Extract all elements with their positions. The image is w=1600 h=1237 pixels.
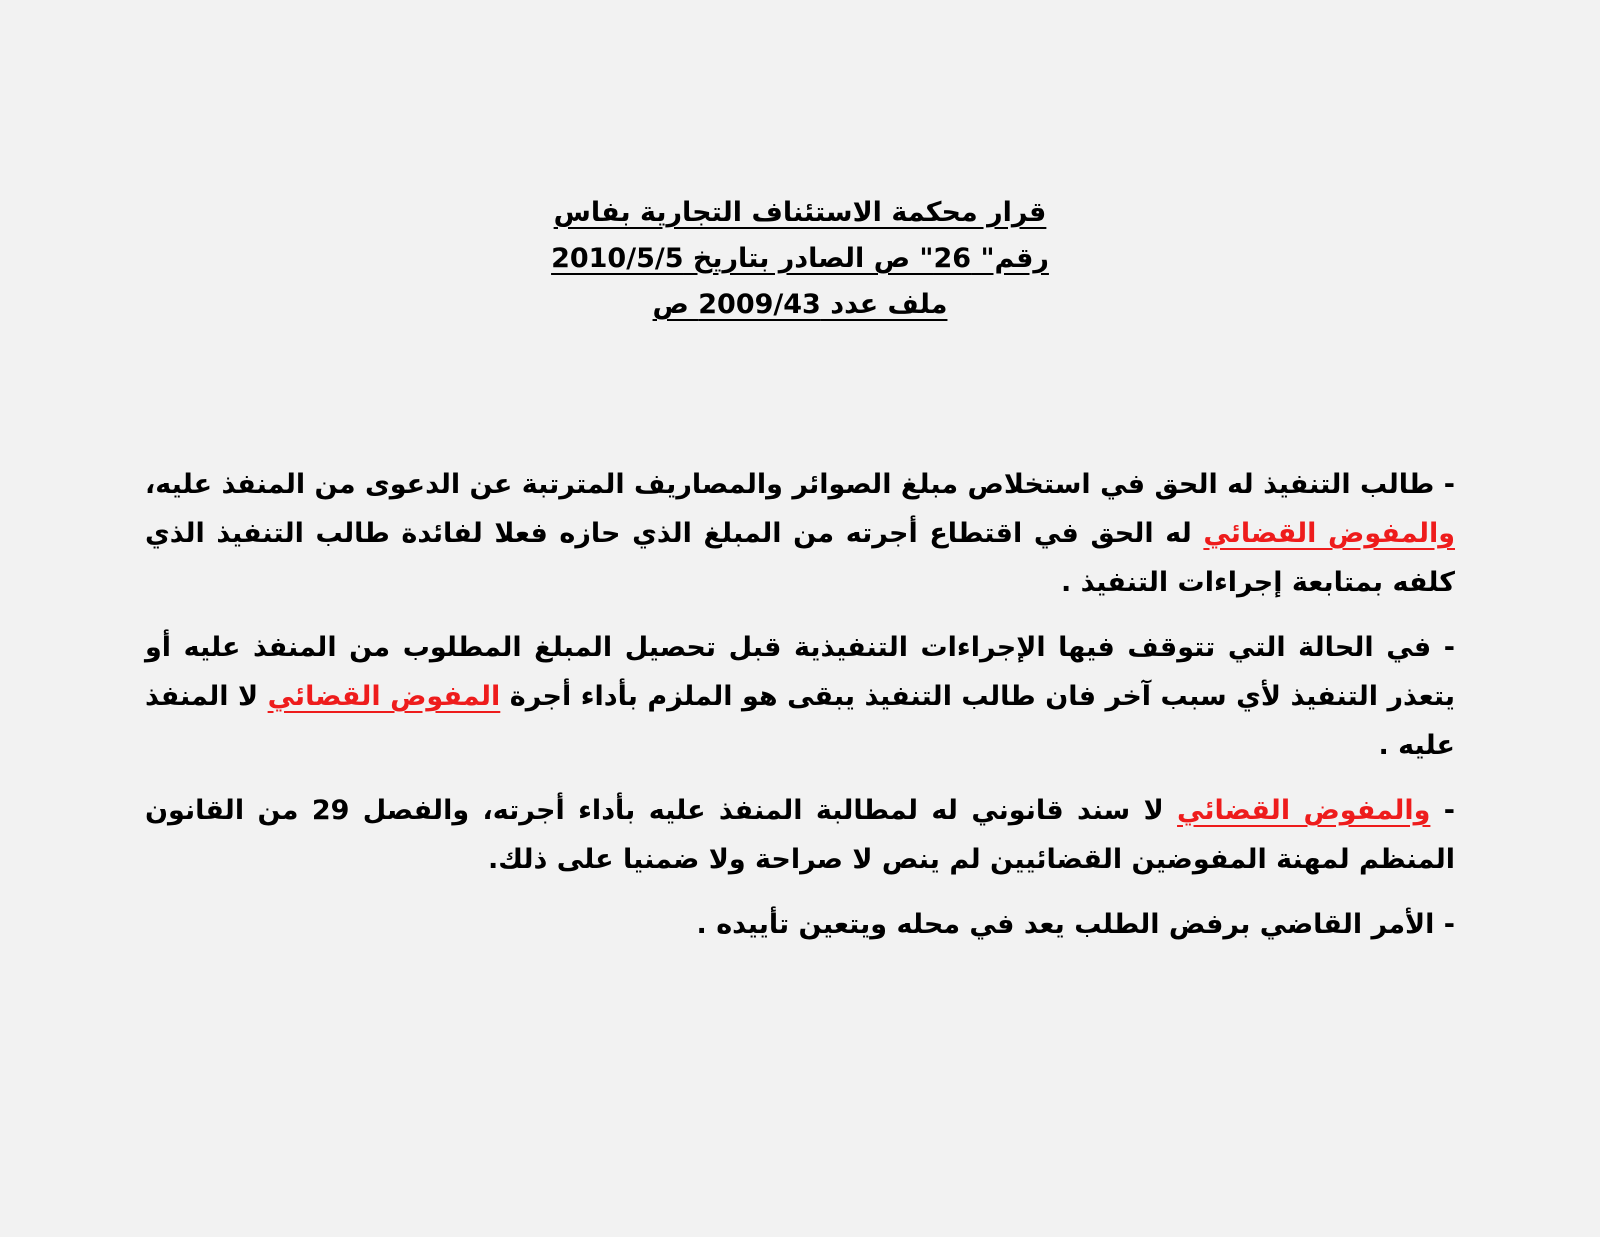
file-number: ملف عدد 2009/43 ص	[652, 289, 948, 320]
decision-number-date: رقم" 26" ص الصادر بتاريخ 2010/5/5	[551, 243, 1049, 274]
paragraph-text: - الأمر القاضي برفض الطلب يعد في محله ويتعين تأييده .	[696, 909, 1455, 940]
decision-header	[400, 190, 1200, 328]
header-number-line	[400, 236, 1200, 282]
highlighted-term: والمفوض القضائي	[1203, 518, 1455, 549]
paragraph-text: -	[1430, 795, 1455, 826]
summary-paragraph-3	[145, 786, 1455, 884]
paragraph-text: - في الحالة التي تتوقف فيها الإجراءات التنفيذية قبل تحصيل المبلغ المطلوب من المنفذ عليه أو يتعذر التنفيذ لأي سبب آخر فان طالب التنفيذ يبقى هو الملزم بأداء أجرة	[145, 632, 1455, 712]
summary-paragraph-4	[145, 900, 1455, 949]
header-file-line	[400, 282, 1200, 328]
summary-paragraph-1	[145, 460, 1455, 607]
paragraph-text: لا سند قانوني له لمطالبة المنفذ عليه بأداء أجرته، والفصل 29 من القانون المنظم لمهنة المفوضين القضائيين لم ينص لا صراحة ولا ضمنيا على ذلك.	[145, 795, 1455, 875]
header-title-line	[400, 190, 1200, 236]
highlighted-term: المفوض القضائي	[267, 681, 501, 712]
court-name: قرار محكمة الاستئناف التجارية بفاس	[553, 197, 1047, 228]
paragraph-text: له الحق في اقتطاع أجرته من المبلغ الذي حازه فعلا لفائدة طالب التنفيذ الذي كلفه بمتابعة إجراءات التنفيذ .	[145, 518, 1455, 598]
summary-paragraph-2	[145, 623, 1455, 770]
paragraph-text: لا المنفذ عليه .	[145, 681, 1455, 761]
decision-summary	[145, 460, 1455, 965]
paragraph-text: - طالب التنفيذ له الحق في استخلاص مبلغ الصوائر والمصاريف المترتبة عن الدعوى من المنفذ عليه،	[145, 469, 1455, 500]
highlighted-term: والمفوض القضائي	[1177, 795, 1431, 826]
